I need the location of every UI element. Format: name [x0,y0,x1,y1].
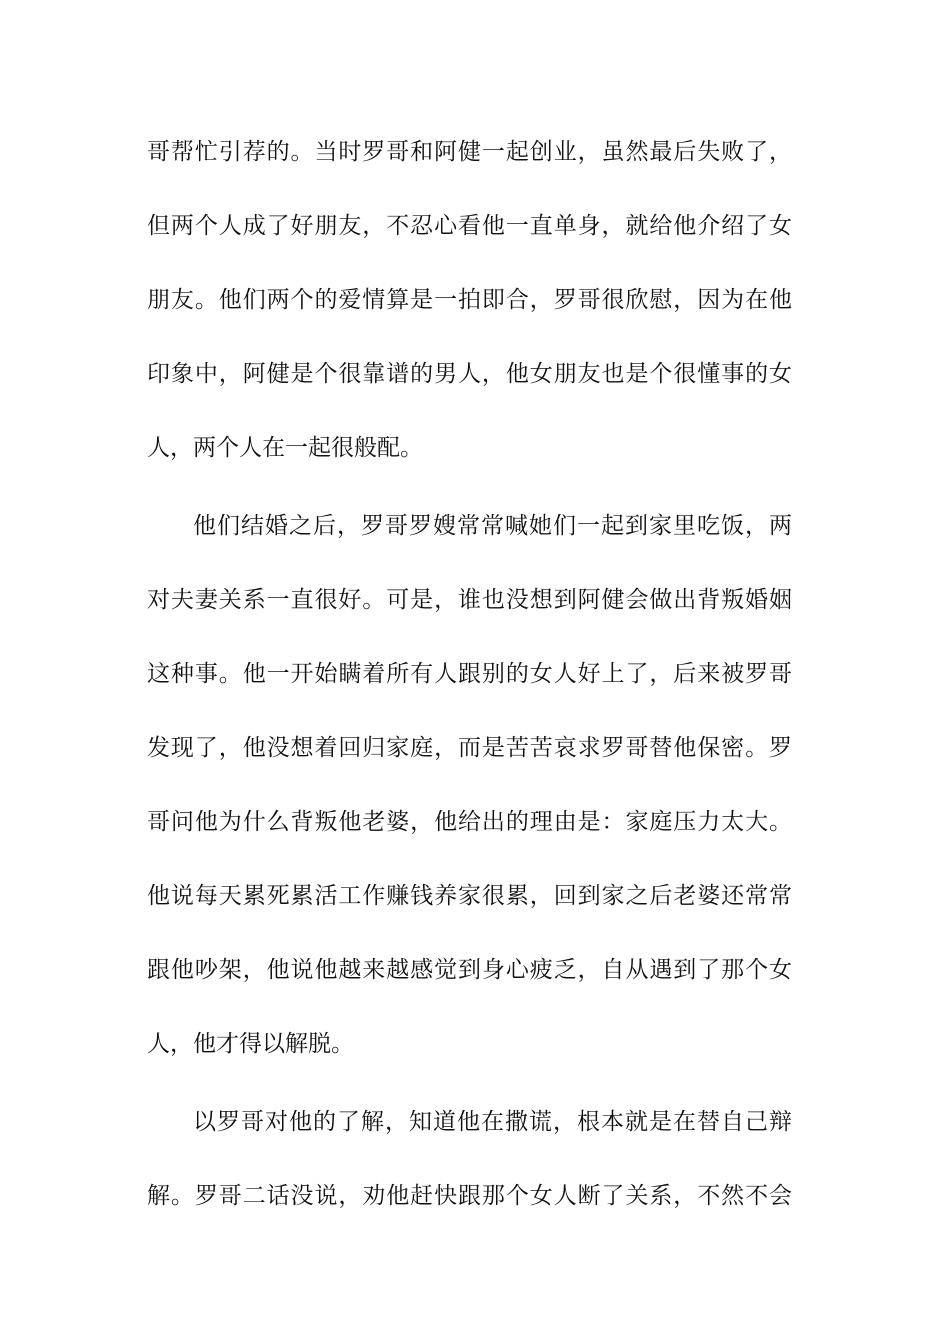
text-line: 哥帮忙引荐的。当时罗哥和阿健一起创业，虽然最后失败了， [147,139,792,165]
text-line: 人，他才得以解脱。 [147,1031,354,1057]
text-line: 对夫妻关系一直很好。可是，谁也没想到阿健会做出背叛婚姻 [147,587,792,613]
text-line: 但两个人成了好朋友，不忍心看他一直单身，就给他介绍了女 [147,213,792,239]
text-line: 以罗哥对他的了解，知道他在撒谎，根本就是在替自己辩 [193,1109,792,1135]
text-line: 这种事。他一开始瞒着所有人跟别的女人好上了，后来被罗哥 [147,661,792,687]
text-line: 他说每天累死累活工作赚钱养家很累，回到家之后老婆还常常 [147,883,792,909]
text-line: 他们结婚之后，罗哥罗嫂常常喊她们一起到家里吃饭，两 [193,513,792,539]
text-line: 印象中，阿健是个很靠谱的男人，他女朋友也是个很懂事的女 [147,361,792,387]
text-line: 跟他吵架，他说他越来越感觉到身心疲乏，自从遇到了那个女 [147,957,792,983]
text-line: 哥问他为什么背叛他老婆，他给出的理由是：家庭压力太大。 [147,809,792,835]
text-line: 发现了，他没想着回归家庭，而是苦苦哀求罗哥替他保密。罗 [147,735,792,761]
text-line: 人，两个人在一起很般配。 [147,435,423,461]
text-line: 朋友。他们两个的爱情算是一拍即合，罗哥很欣慰，因为在他 [147,287,792,313]
text-line: 解。罗哥二话没说，劝他赶快跟那个女人断了关系，不然不会 [147,1183,792,1209]
